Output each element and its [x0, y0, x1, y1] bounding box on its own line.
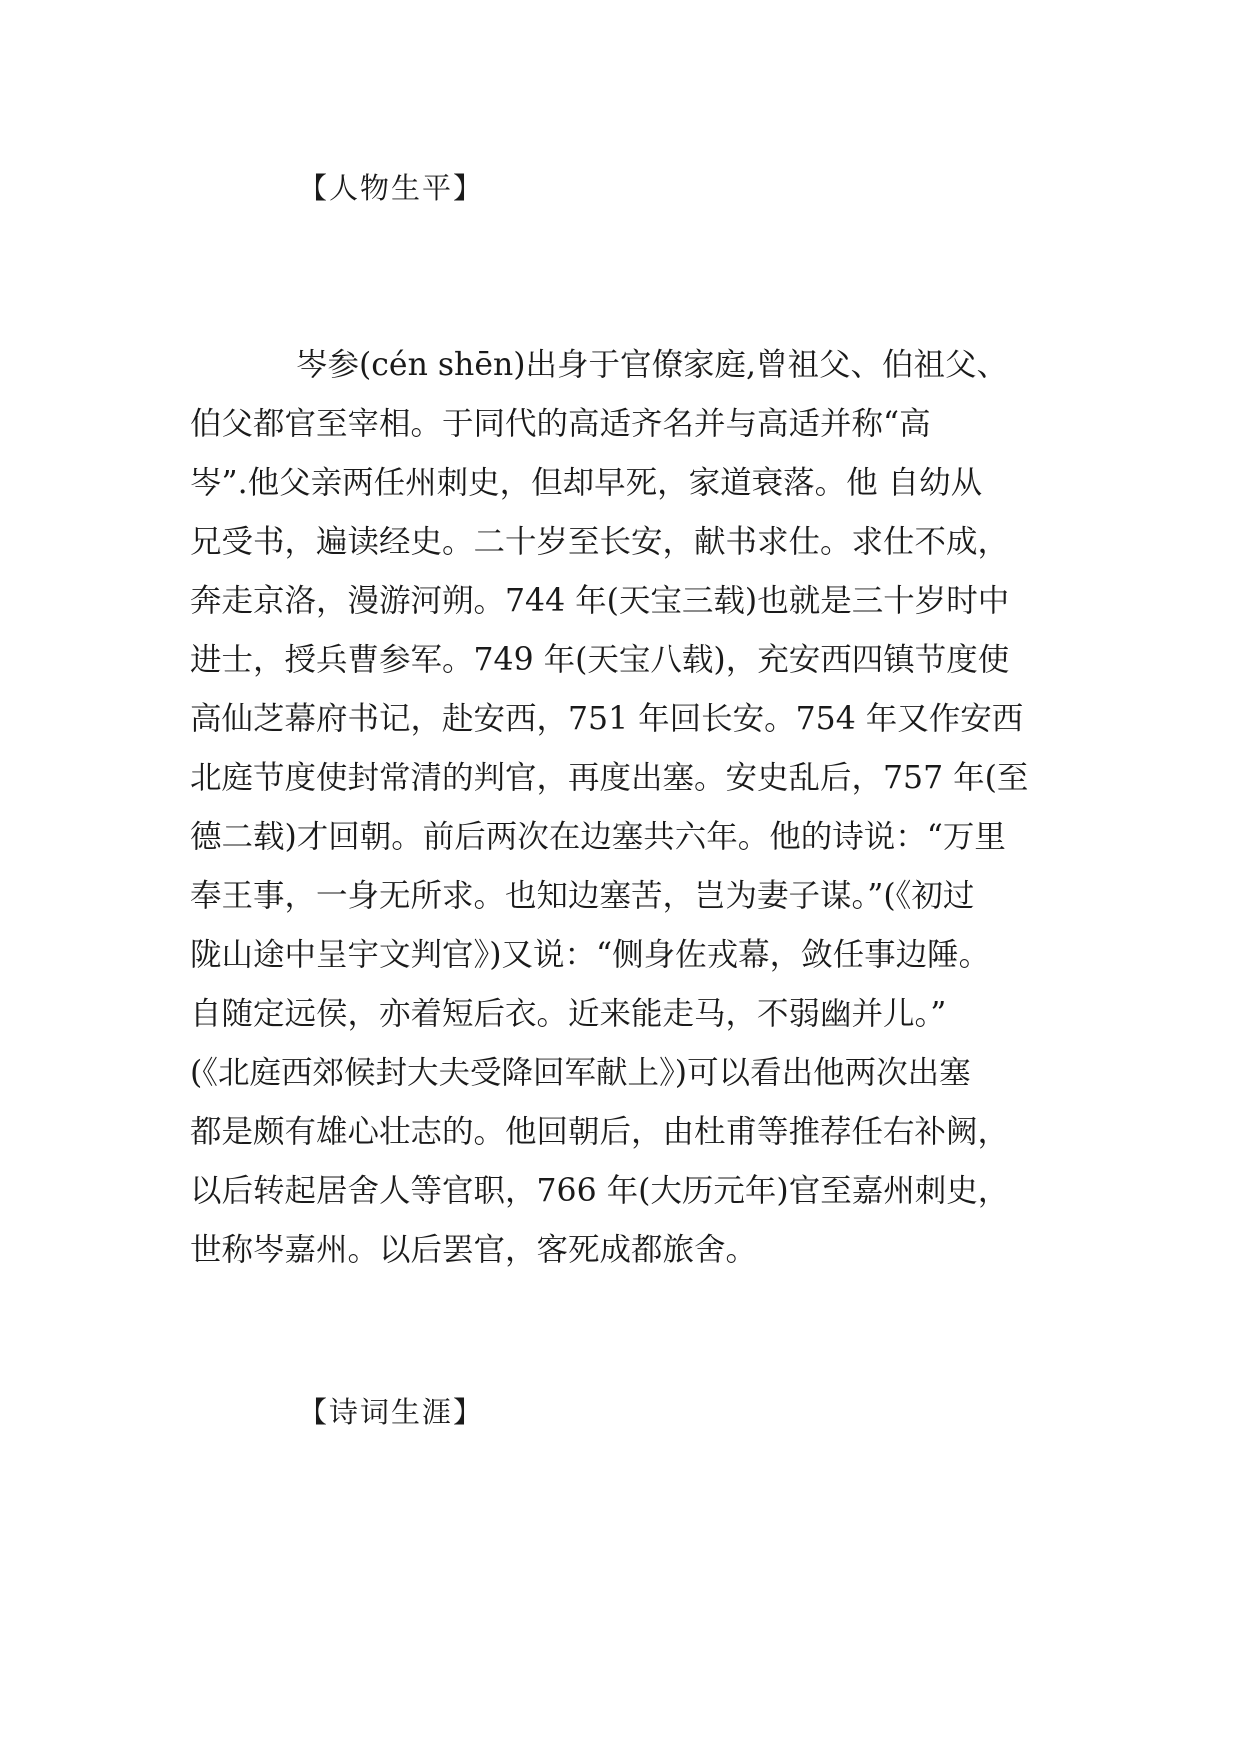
paragraph-line: 兄受书，遍读经史。二十岁至长安，献书求仕。求仕不成， [190, 524, 1010, 560]
biography-paragraph [190, 336, 1070, 1280]
section-heading-biography: 【人物生平】 [298, 171, 485, 205]
paragraph-line: 进士，授兵曹参军。749 年(天宝八载)，充安西四镇节度使 [190, 642, 1010, 678]
paragraph-line: 岑参(cén shēn)出身于官僚家庭,曾祖父、伯祖父、 [296, 347, 1009, 383]
paragraph-line: 北庭节度使封常清的判官，再度出塞。安史乱后，757 年(至 [190, 760, 1029, 796]
paragraph-line: 陇山途中呈宇文判官》)又说：“侧身佐戎幕，敛任事边陲。 [190, 937, 991, 973]
section-heading-poetry-career: 【诗词生涯】 [298, 1395, 485, 1429]
paragraph-line: 以后转起居舍人等官职，766 年(大历元年)官至嘉州刺史， [190, 1173, 1010, 1209]
paragraph-line: 伯父都官至宰相。于同代的高适齐名并与高适并称“高 [190, 406, 931, 442]
paragraph-line: 都是颇有雄心壮志的。他回朝后，由杜甫等推荐任右补阙， [190, 1114, 1010, 1150]
paragraph-line: (《北庭西郊候封大夫受降回军献上》)可以看出他两次出塞 [190, 1055, 971, 1091]
paragraph-line: 自随定远侯，亦着短后衣。近来能走马，不弱幽并儿。” [190, 996, 947, 1032]
paragraph-line: 世称岑嘉州。以后罢官，客死成都旅舍。 [190, 1232, 758, 1268]
paragraph-line: 高仙芝幕府书记，赴安西，751 年回长安。754 年又作安西 [190, 701, 1024, 737]
paragraph-line: 德二载)才回朝。前后两次在边塞共六年。他的诗说：“万里 [190, 819, 1006, 855]
paragraph-line: 岑”.他父亲两任州刺史，但却早死，家道衰落。他 自幼从 [190, 465, 983, 501]
paragraph-line: 奉王事，一身无所求。也知边塞苦，岂为妻子谋。”(《初过 [190, 878, 975, 914]
paragraph-line: 奔走京洛，漫游河朔。744 年(天宝三载)也就是三十岁时中 [190, 583, 1010, 619]
